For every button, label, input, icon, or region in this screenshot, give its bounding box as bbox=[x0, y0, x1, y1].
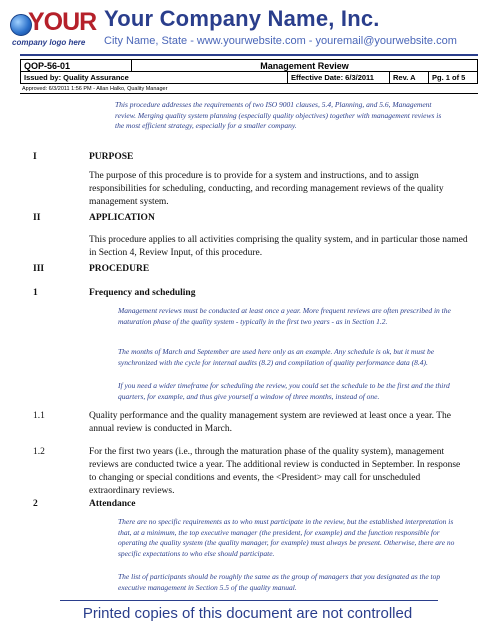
section-number: II bbox=[33, 213, 41, 223]
revision: Rev. A bbox=[389, 71, 429, 84]
company-address: City Name, State - www.yourwebsite.com - youremail@yourwebsite.com bbox=[104, 35, 457, 47]
section-text: The purpose of this procedure is to provide for a system and instructions, and to assign responsibilities for scheduling, conducting, and recording management reviews of the quality management system. bbox=[89, 171, 444, 207]
guidance-note: If you need a wider timeframe for scheduling the review, you could set the schedule to be the first and the third quarters, for example, and thus give yourself a window of three months, instead of one. bbox=[118, 381, 450, 401]
clause-number: 1.1 bbox=[33, 411, 45, 421]
guidance-note: There are no specific requirements as to who must participate in the review, but the established interpretation is that, at a minimum, the top executive manager (the president, for example) and the function responsible for operating the quality system (the quality manager, for example) must always be present. Otherwise, there are no specific expectations to who else should participate. bbox=[118, 517, 455, 558]
clause-number: 1.2 bbox=[33, 447, 45, 457]
company-name: Your Company Name, Inc. bbox=[104, 6, 380, 31]
guidance-note: The months of March and September are used here only as an example. Any schedule is ok, but it must be synchronized with the cycle for internal audits (8.2) and compilation of quality performance data (8.4). bbox=[118, 347, 435, 367]
guidance-note: Management reviews must be conducted at least once a year. More frequent reviews are often prescribed in the maturation phase of the quality system - typically in the first two years - as in Section 1.2. bbox=[118, 306, 451, 326]
section-title: PURPOSE bbox=[89, 152, 134, 162]
clause-text: Quality performance and the quality management system are reviewed at least once a year. The annual review is conducted in March. bbox=[89, 411, 451, 434]
clause-text: For the first two years (i.e., through the maturation phase of the quality system), management reviews are conducted twice a year. The additional review is conducted in September. In response to changing or special conditions and events, the <President> may call for unscheduled extraordinary reviews. bbox=[89, 447, 461, 496]
page-number: Pg. 1 of 5 bbox=[428, 71, 478, 84]
subsection-title: Frequency and scheduling bbox=[89, 288, 196, 298]
doc-title: Management Review bbox=[131, 59, 478, 72]
footer-divider bbox=[60, 600, 438, 601]
section-title: APPLICATION bbox=[89, 213, 155, 223]
subsection-title: Attendance bbox=[89, 499, 136, 509]
issued-by: Issued by: Quality Assurance bbox=[20, 71, 288, 84]
doc-id: QOP-56-01 bbox=[20, 59, 132, 72]
section-text: This procedure applies to all activities comprising the quality system, and in particular those named in Section 4, Review Input, of this procedure. bbox=[89, 235, 468, 258]
logo-subtitle: company logo here bbox=[12, 38, 86, 47]
effective-date: Effective Date: 6/3/2011 bbox=[287, 71, 390, 84]
section-number: I bbox=[33, 152, 37, 162]
subsection-number: 1 bbox=[33, 288, 38, 298]
section-number: III bbox=[33, 264, 45, 274]
section-title: PROCEDURE bbox=[89, 264, 150, 274]
header-divider bbox=[20, 54, 478, 56]
intro-note: This procedure addresses the requirements of two ISO 9001 clauses, 5.4, Planning, and 5.6, Management review. Merging quality system planning (especially quality objectives) together with management reviews is the most efficient strategy, especially for a smaller company. bbox=[115, 100, 442, 130]
logo: YOUR bbox=[28, 8, 97, 36]
subsection-number: 2 bbox=[33, 499, 38, 509]
footer-notice: Printed copies of this document are not controlled bbox=[82, 605, 413, 622]
approval-line: Approved: 6/3/2011 1:56 PM - Allan Halko, Quality Manager bbox=[20, 86, 478, 94]
guidance-note: The list of participants should be roughly the same as the group of managers that you designated as the top executive management in Section 5.5 of the quality manual. bbox=[118, 572, 441, 592]
